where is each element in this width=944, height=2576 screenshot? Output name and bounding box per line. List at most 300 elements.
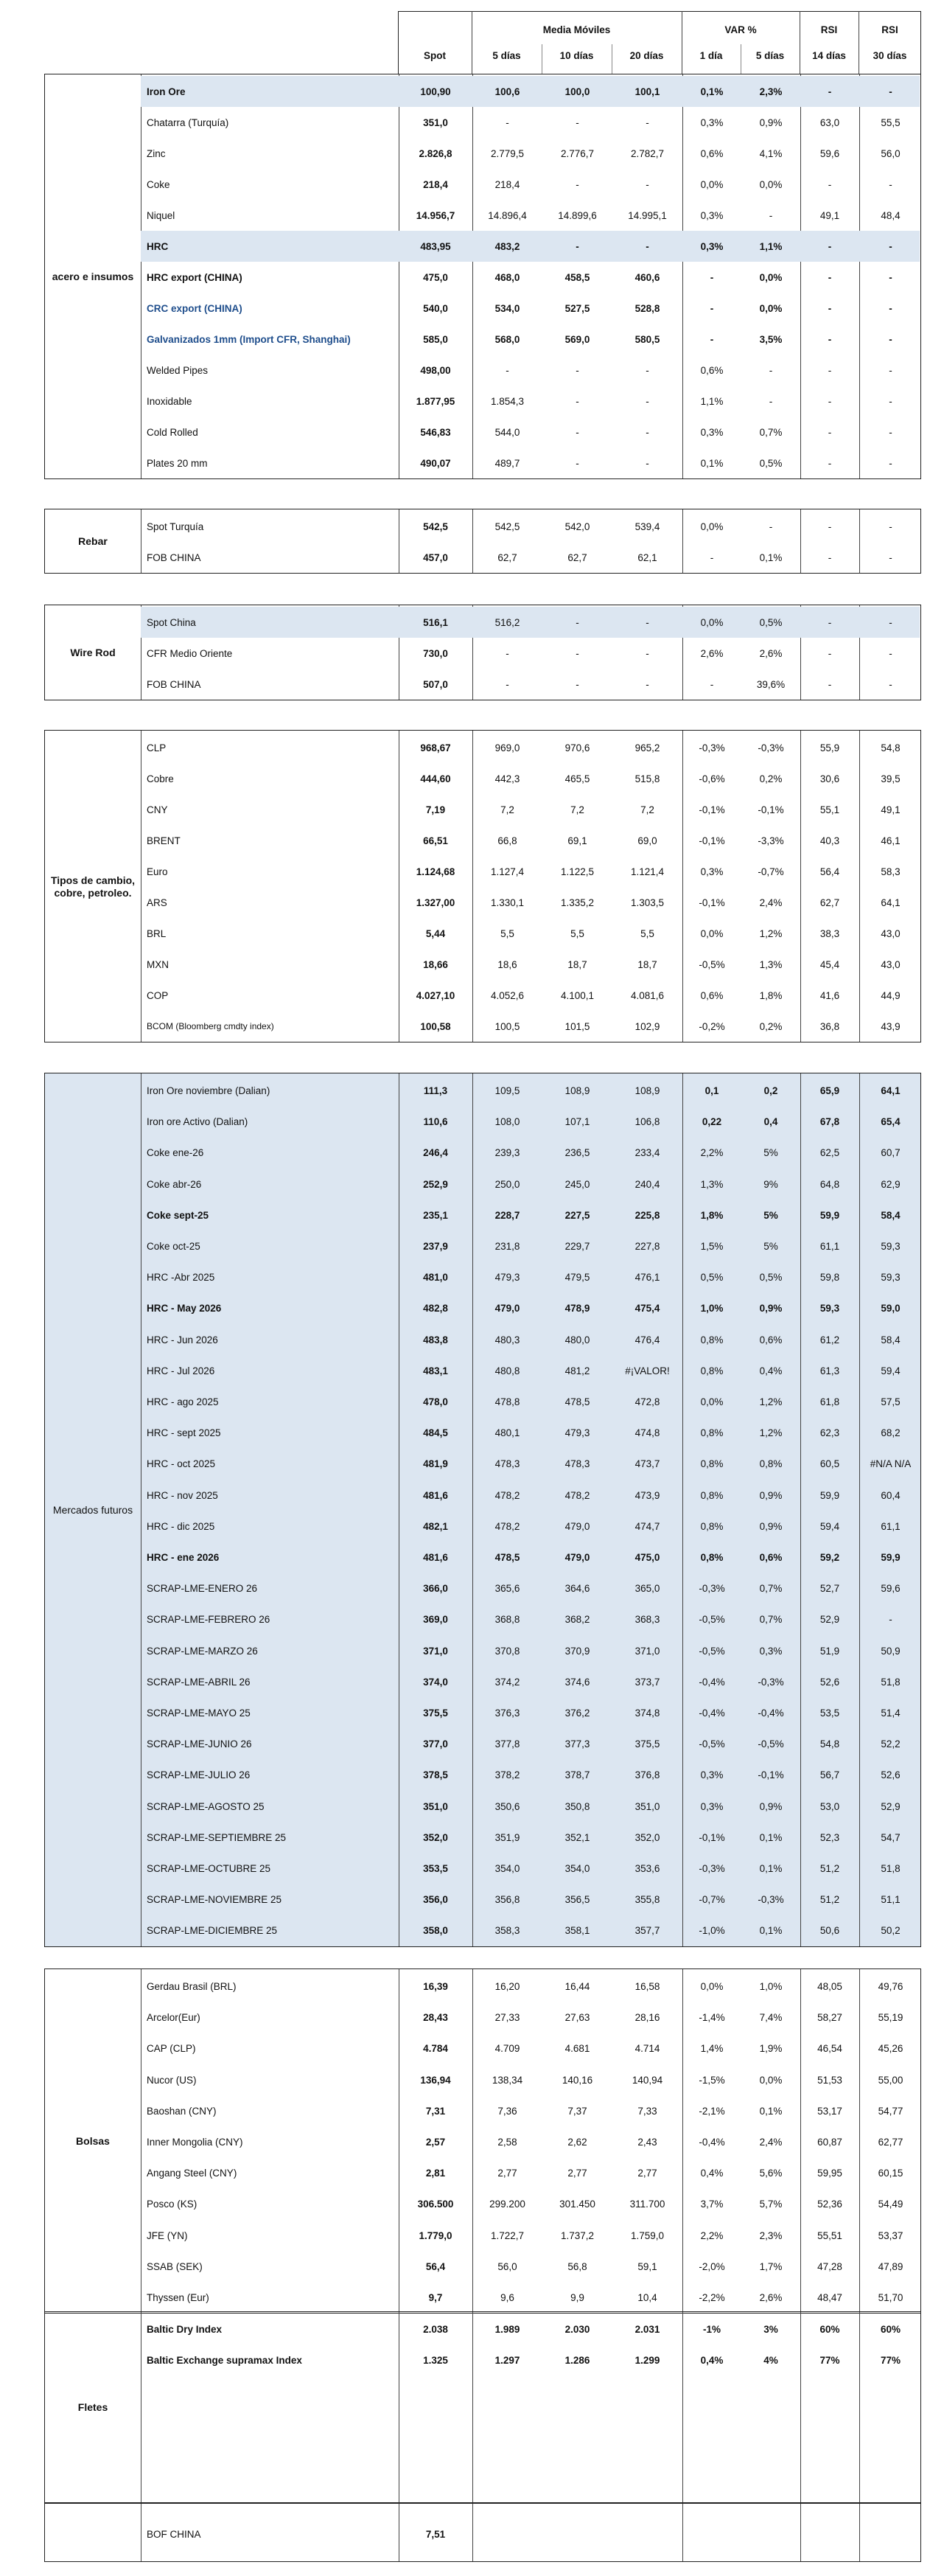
cell-v1: - (710, 551, 714, 563)
header-col-rsi14: 14 días (812, 49, 846, 61)
cell-v1: 3,7% (700, 2198, 724, 2210)
cell-m20: 4.714 (634, 2042, 660, 2054)
row-label: SCRAP-LME-AGOSTO 25 (147, 1800, 265, 1812)
cell-m5: 376,3 (494, 1707, 520, 1719)
cell-r30: 43,0 (881, 958, 901, 970)
cell-r30: 46,1 (881, 835, 901, 846)
cell-v1: 1,4% (700, 2042, 724, 2054)
cell-m5: 299.200 (489, 2198, 525, 2210)
cell-v1: 0,8% (700, 1427, 724, 1438)
cell-v1: 0,3% (700, 1800, 724, 1812)
section-category: Wire Rod (70, 647, 116, 659)
cell-m10: 356,5 (564, 1893, 590, 1905)
cell-m5: 7,36 (497, 2105, 517, 2117)
cell-r30: 59,0 (881, 1302, 901, 1314)
cell-m20: 474,7 (634, 1520, 660, 1532)
cell-r30: 77% (880, 2354, 901, 2366)
cell-r14: 59,6 (819, 147, 840, 159)
cell-r30: 54,7 (881, 1831, 901, 1843)
cell-m10: 301.450 (559, 2198, 595, 2210)
cell-v1 (682, 2518, 741, 2549)
cell-m20: 7,2 (640, 804, 654, 815)
cell-m10: 970,6 (564, 742, 590, 753)
cell-r30: 64,1 (881, 1085, 901, 1096)
header-media-moviles: Media Móviles (542, 24, 611, 35)
cell-r30: 52,2 (881, 1738, 901, 1750)
cell-r14: 48,05 (817, 1980, 842, 1992)
cell-m20: 18,7 (637, 958, 657, 970)
cell-m10: 1.286 (564, 2354, 590, 2366)
cell-v5: 9% (763, 1178, 778, 1190)
cell-m20: 474,8 (634, 1427, 660, 1438)
header-rsi-30: RSI (881, 24, 898, 35)
cell-m20: 373,7 (634, 1676, 660, 1688)
cell-v5 (741, 2518, 800, 2549)
cell-m10: 2.776,7 (560, 147, 595, 159)
row-label: Iron ore Activo (Dalian) (147, 1115, 248, 1127)
cell-v1: 0,1 (704, 1085, 719, 1096)
cell-spot: 110,6 (423, 1115, 448, 1127)
cell-m10: 368,2 (564, 1613, 590, 1625)
row-label: HRC - Jun 2026 (147, 1334, 218, 1346)
cell-r14: 61,2 (819, 1334, 840, 1346)
cell-m20: 106,8 (634, 1115, 660, 1127)
cell-v1: 0,0% (700, 521, 724, 532)
cell-m10: 69,1 (567, 835, 587, 846)
cell-v5: -0,1% (758, 1769, 784, 1780)
cell-r14: 47,28 (817, 2260, 842, 2272)
cell-v1: 0,6% (700, 989, 724, 1001)
cell-m5: 356,8 (494, 1893, 520, 1905)
cell-r30: 60,7 (881, 1146, 901, 1158)
cell-m10: - (576, 364, 579, 376)
cell-r30: 49,76 (878, 1980, 903, 1992)
row-label: Nucor (US) (147, 2074, 197, 2086)
cell-spot: 482,1 (423, 1520, 448, 1532)
cell-v1: -0,1% (699, 835, 725, 846)
cell-m20: 108,9 (634, 1085, 660, 1096)
cell-r14: 58,27 (817, 2011, 842, 2023)
cell-spot: 483,1 (423, 1365, 448, 1376)
cell-spot: 358,0 (423, 1924, 448, 1936)
cell-m20 (612, 2518, 682, 2549)
cell-r14: 40,3 (819, 835, 840, 846)
cell-v5: 0,7% (759, 426, 783, 438)
cell-m20: 225,8 (634, 1209, 660, 1221)
cell-r14: 65,9 (819, 1085, 840, 1096)
cell-m5: 109,5 (494, 1085, 520, 1096)
cell-spot: 366,0 (423, 1582, 448, 1594)
row-label: Cold Rolled (147, 426, 198, 438)
cell-r14: 59,8 (819, 1271, 840, 1283)
cell-v5: 1,1% (759, 240, 783, 252)
cell-v5: 0,0% (759, 2074, 783, 2086)
cell-r14: 49,1 (819, 209, 840, 221)
cell-v5: -3,3% (758, 835, 784, 846)
header-col-rsi30: 30 días (873, 49, 907, 61)
cell-m20: 539,4 (634, 521, 660, 532)
cell-spot: 457,0 (423, 551, 448, 563)
cell-m20: - (646, 116, 649, 128)
cell-v1: -0,6% (699, 773, 725, 784)
cell-r30: 51,4 (881, 1707, 901, 1719)
cell-r14: 55,9 (819, 742, 840, 753)
cell-spot: 481,9 (423, 1458, 448, 1469)
cell-m5: 478,5 (494, 1551, 520, 1563)
cell-r30: 45,26 (878, 2042, 903, 2054)
row-label: SCRAP-LME-OCTUBRE 25 (147, 1862, 271, 1874)
cell-spot: 374,0 (423, 1676, 448, 1688)
cell-m10: 14.899,6 (558, 209, 597, 221)
cell-m10: 2.030 (564, 2323, 590, 2335)
cell-v1: 2,6% (700, 647, 724, 659)
cell-m20: 2,43 (637, 2136, 657, 2148)
row-label: CFR Medio Oriente (147, 647, 233, 659)
row-label: Inoxidable (147, 395, 192, 407)
cell-m10: 2,62 (567, 2136, 587, 2148)
cell-r14: - (828, 647, 832, 659)
cell-spot: 498,00 (420, 364, 451, 376)
cell-v1: 0,8% (700, 1551, 724, 1563)
cell-m20: 1.121,4 (630, 866, 665, 877)
cell-m5: 479,0 (494, 1302, 520, 1314)
row-label: SCRAP-LME-JUNIO 26 (147, 1738, 252, 1750)
header-col-20d: 20 días (629, 49, 664, 61)
cell-m20: 2.782,7 (630, 147, 665, 159)
cell-r30: 56,0 (881, 147, 901, 159)
header-var-pct: VAR % (724, 24, 757, 35)
cell-r14: - (828, 178, 832, 190)
cell-v1: 0,3% (700, 426, 724, 438)
cell-m20: 357,7 (634, 1924, 660, 1936)
cell-r14: 60,87 (817, 2136, 842, 2148)
row-label: Angang Steel (CNY) (147, 2167, 237, 2179)
cell-m5: 358,3 (494, 1924, 520, 1936)
row-label: Galvanizados 1mm (Import CFR, Shanghai) (147, 333, 351, 345)
cell-v5: 0,2% (759, 773, 783, 784)
cell-v5: 5% (763, 1146, 778, 1158)
cell-v1: -2,1% (699, 2105, 725, 2117)
cell-r14: 61,3 (819, 1365, 840, 1376)
cell-spot: 475,0 (423, 271, 448, 283)
cell-v1: -0,1% (699, 1831, 725, 1843)
cell-r30: - (889, 302, 892, 314)
section-fletes (44, 2311, 921, 2503)
cell-v5: 0,9% (759, 116, 783, 128)
cell-spot: 111,3 (423, 1085, 448, 1096)
row-label: CNY (147, 804, 168, 815)
cell-m10: 140,16 (562, 2074, 593, 2086)
cell-m20: - (646, 457, 649, 469)
header-col-1d: 1 día (699, 49, 723, 61)
cell-r14: 56,4 (819, 866, 840, 877)
cell-spot: 478,0 (423, 1396, 448, 1407)
row-label: SCRAP-LME-NOVIEMBRE 25 (147, 1893, 282, 1905)
cell-r30: 39,5 (881, 773, 901, 784)
section-acero-e-insumos (44, 74, 921, 479)
row-label: Zinc (147, 147, 166, 159)
cell-m5: 480,8 (494, 1365, 520, 1376)
row-label: Thyssen (Eur) (147, 2291, 209, 2303)
cell-spot: 481,6 (423, 1489, 448, 1501)
cell-v1: 0,3% (700, 1769, 724, 1780)
cell-v5: - (769, 521, 773, 532)
cell-v1: 0,8% (700, 1520, 724, 1532)
cell-r14: 51,9 (819, 1645, 840, 1657)
cell-m10: 101,5 (564, 1020, 590, 1032)
cell-m10: 236,5 (564, 1146, 590, 1158)
row-label: Euro (147, 866, 168, 877)
cell-spot: 481,0 (423, 1271, 448, 1283)
cell-m5: - (506, 364, 509, 376)
row-label: ARS (147, 897, 167, 908)
row-label: BRL (147, 927, 167, 939)
cell-v5: -0,3% (758, 1676, 784, 1688)
cell-v5: 1,2% (759, 927, 783, 939)
cell-m20: 371,0 (634, 1645, 660, 1657)
cell-m5: 483,2 (494, 240, 520, 252)
cell-spot: 1.779,0 (419, 2229, 452, 2241)
cell-m5: 66,8 (497, 835, 517, 846)
cell-m5: 2,58 (497, 2136, 517, 2148)
cell-m5: 16,20 (494, 1980, 520, 1992)
cell-r30: - (889, 647, 892, 659)
cell-m10: 479,0 (564, 1520, 590, 1532)
cell-m10: 458,5 (564, 271, 590, 283)
section-category: Fletes (77, 2401, 108, 2414)
cell-m10: 527,5 (564, 302, 590, 314)
cell-m10: 478,9 (564, 1302, 590, 1314)
cell-spot: 968,67 (420, 742, 451, 753)
cell-v5: 4% (763, 2354, 778, 2366)
cell-m5: 100,5 (494, 1020, 520, 1032)
cell-v1: -0,7% (699, 1893, 725, 1905)
cell-m5: 4.052,6 (490, 989, 525, 1001)
cell-m20: 374,8 (634, 1707, 660, 1719)
cell-m10: 478,3 (564, 1458, 590, 1469)
row-label: Gerdau Brasil (BRL) (147, 1980, 237, 1992)
cell-m20: 7,33 (637, 2105, 657, 2117)
row-label: Coke abr-26 (147, 1178, 202, 1190)
cell-v1: -1% (702, 2323, 721, 2335)
cell-m10 (542, 2518, 612, 2549)
row-label: BRENT (147, 835, 181, 846)
cell-m5: 27,33 (494, 2011, 520, 2023)
cell-v5: 0,9% (759, 1800, 783, 1812)
row-label: FOB CHINA (147, 678, 201, 690)
cell-r14: - (828, 521, 832, 532)
cell-v1: 0,5% (700, 1271, 724, 1283)
cell-r14: - (828, 364, 832, 376)
cell-m10: - (576, 426, 579, 438)
cell-m10: 7,37 (567, 2105, 587, 2117)
cell-spot: 246,4 (423, 1146, 448, 1158)
cell-m10: 358,1 (564, 1924, 590, 1936)
cell-m20: 473,7 (634, 1458, 660, 1469)
cell-v1: 0,4% (700, 2354, 724, 2366)
cell-v1: - (710, 678, 714, 690)
cell-m10: 481,2 (564, 1365, 590, 1376)
cell-spot: 18,66 (423, 958, 448, 970)
cell-spot: 444,60 (420, 773, 451, 784)
cell-m10: 4.100,1 (560, 989, 595, 1001)
cell-v1: 0,8% (700, 1334, 724, 1346)
row-label: Chatarra (Turquía) (147, 116, 229, 128)
cell-r14: 52,7 (819, 1582, 840, 1594)
cell-v1: -0,4% (699, 1676, 725, 1688)
row-label: HRC - May 2026 (147, 1302, 222, 1314)
cell-v5: 0,2% (759, 1020, 783, 1032)
cell-r14: 52,36 (817, 2198, 842, 2210)
header-rsi-14: RSI (820, 24, 838, 35)
cell-r14: - (828, 616, 832, 628)
cell-r30: 47,89 (878, 2260, 903, 2272)
cell-v5: 0,1% (759, 2105, 783, 2117)
cell-m10: 378,7 (564, 1769, 590, 1780)
cell-m5: 350,6 (494, 1800, 520, 1812)
cell-v5: 5% (763, 1209, 778, 1221)
cell-r30: 60,4 (881, 1489, 901, 1501)
cell-spot: 1.877,95 (416, 395, 455, 407)
cell-m5: 568,0 (494, 333, 520, 345)
cell-m20: 965,2 (634, 742, 660, 753)
row-label: Arcelor(Eur) (147, 2011, 200, 2023)
cell-m10: 376,2 (564, 1707, 590, 1719)
cell-m5: 370,8 (494, 1645, 520, 1657)
cell-spot: 7,19 (425, 804, 446, 815)
cell-v1: -1,5% (699, 2074, 725, 2086)
cell-r14 (800, 2518, 859, 2549)
cell-spot: 490,07 (420, 457, 451, 469)
cell-m10: 1.737,2 (560, 2229, 595, 2241)
cell-m10: 374,6 (564, 1676, 590, 1688)
row-label: Coke oct-25 (147, 1240, 200, 1252)
cell-m10: 18,7 (567, 958, 587, 970)
row-label: SCRAP-LME-ENERO 26 (147, 1582, 258, 1594)
cell-v1: 0,22 (702, 1115, 722, 1127)
cell-r14: 53,17 (817, 2105, 842, 2117)
row-label: Plates 20 mm (147, 457, 208, 469)
cell-m20: 473,9 (634, 1489, 660, 1501)
row-label: BCOM (Bloomberg cmdty index) (147, 1021, 274, 1031)
cell-v1: - (710, 302, 714, 314)
cell-m20: 233,4 (634, 1146, 660, 1158)
cell-m20: 28,16 (634, 2011, 660, 2023)
row-label: Baltic Dry Index (147, 2323, 223, 2335)
cell-m10: 364,6 (564, 1582, 590, 1594)
cell-m5: 544,0 (494, 426, 520, 438)
row-label: CRC export (CHINA) (147, 302, 242, 314)
cell-spot: 218,4 (423, 178, 448, 190)
row-label: BOF CHINA (147, 2528, 201, 2540)
cell-m5: 534,0 (494, 302, 520, 314)
section-category (45, 2504, 141, 2563)
cell-m20: - (646, 395, 649, 407)
cell-r14: 61,8 (819, 1396, 840, 1407)
cell-r30: 58,4 (881, 1209, 901, 1221)
cell-m20: 580,5 (634, 333, 660, 345)
cell-m20: 460,6 (634, 271, 660, 283)
cell-r30: 59,3 (881, 1240, 901, 1252)
cell-m5: 218,4 (494, 178, 520, 190)
cell-v1: -0,5% (699, 1645, 725, 1657)
cell-r14: 60% (819, 2323, 840, 2335)
cell-m10: 1.122,5 (560, 866, 595, 877)
cell-r14: - (828, 457, 832, 469)
cell-v1: 2,2% (700, 1146, 724, 1158)
row-label: HRC - Jul 2026 (147, 1365, 215, 1376)
cell-v5: 0,0% (759, 178, 783, 190)
cell-m5: 374,2 (494, 1676, 520, 1688)
cell-r14: 45,4 (819, 958, 840, 970)
row-label: Niquel (147, 209, 175, 221)
cell-v1: -0,5% (699, 1613, 725, 1625)
cell-m5: 442,3 (494, 773, 520, 784)
row-label: Baoshan (CNY) (147, 2105, 217, 2117)
cell-v1: 0,0% (700, 927, 724, 939)
cell-m10: - (576, 457, 579, 469)
cell-m20: - (646, 426, 649, 438)
cell-v1: -0,4% (699, 2136, 725, 2148)
cell-v5: 0,5% (759, 1271, 783, 1283)
cell-r14: - (828, 678, 832, 690)
cell-r30: 54,77 (878, 2105, 903, 2117)
cell-r30: 51,8 (881, 1862, 901, 1874)
row-label: HRC (147, 240, 169, 252)
cell-spot: 5,44 (425, 927, 446, 939)
cell-r30 (859, 2518, 922, 2549)
cell-spot: 507,0 (423, 678, 448, 690)
cell-m10: 16,44 (564, 1980, 590, 1992)
cell-v1: 0,4% (700, 2167, 724, 2179)
cell-r14: 67,8 (819, 1115, 840, 1127)
cell-r30: 58,3 (881, 866, 901, 877)
cell-r30: - (889, 395, 892, 407)
cell-v1: 0,8% (700, 1458, 724, 1469)
header-col-var5d: 5 días (755, 49, 785, 61)
cell-v1: 0,8% (700, 1365, 724, 1376)
cell-m5: 480,1 (494, 1427, 520, 1438)
row-label: SCRAP-LME-MARZO 26 (147, 1645, 258, 1657)
cell-m5: 351,9 (494, 1831, 520, 1843)
cell-m20: - (646, 178, 649, 190)
cell-m5: 2,77 (497, 2167, 517, 2179)
section-rebar (44, 509, 921, 574)
cell-v5: - (769, 395, 773, 407)
cell-r14: 77% (819, 2354, 840, 2366)
cell-r30: 55,5 (881, 116, 901, 128)
cell-m5: - (506, 116, 509, 128)
cell-v5: 3% (763, 2323, 778, 2335)
cell-v1: 0,3% (700, 116, 724, 128)
cell-v1: -0,3% (699, 1582, 725, 1594)
cell-v5: 2,6% (759, 647, 783, 659)
cell-m10: - (576, 116, 579, 128)
cell-v1: -0,4% (699, 1707, 725, 1719)
cell-m10: 569,0 (564, 333, 590, 345)
cell-v5: 2,4% (759, 2136, 783, 2148)
cell-m5: 9,6 (500, 2291, 514, 2303)
cell-r30: 43,0 (881, 927, 901, 939)
cell-m10: 542,0 (564, 521, 590, 532)
cell-m5: - (506, 678, 509, 690)
cell-m5: 354,0 (494, 1862, 520, 1874)
cell-m10: 108,9 (564, 1085, 590, 1096)
cell-v1: 0,6% (700, 364, 724, 376)
cell-m10: - (576, 240, 579, 252)
cell-r14: 59,3 (819, 1302, 840, 1314)
cell-v1: 0,0% (700, 1980, 724, 1992)
